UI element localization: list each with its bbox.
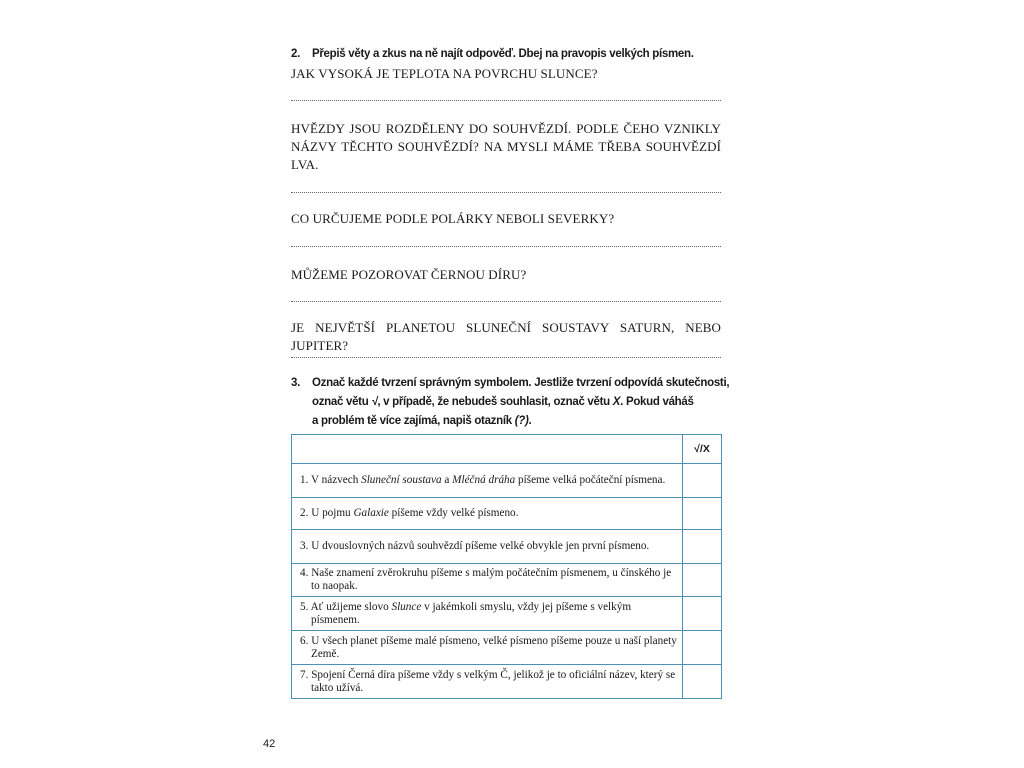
statement-text-part: 6. U všech planet píšeme malé písmeno, velké písmeno píšeme pouze u naší planety Země. xyxy=(300,634,677,660)
answer-mark-cell[interactable] xyxy=(683,530,722,564)
table-row xyxy=(292,464,722,498)
mark-header-cell xyxy=(683,435,722,464)
statement-text-part: 4. Naše znamení zvěrokruhu píšeme s malým počátečním písmenem, u čínského je to naopak. xyxy=(300,567,672,592)
answer-mark-cell[interactable] xyxy=(683,631,722,665)
task3-heading-line-2 xyxy=(312,396,694,408)
statement-text xyxy=(300,474,682,487)
statement-text-part: a xyxy=(441,474,453,486)
question-4: MŮŽEME POZOROVAT ČERNOU DÍRU? xyxy=(291,267,527,282)
statement-text-part: 7. Spojení Černá díra píšeme vždy s velkým Č, jelikož je to oficiální název, který se takto užívá. xyxy=(300,668,676,694)
task3-number: 3. xyxy=(291,377,300,389)
statement-text-part: píšeme velká počáteční písmena. xyxy=(515,474,666,486)
task3-instruction-2a: označ větu xyxy=(312,396,372,408)
table-header-row xyxy=(292,435,722,464)
answer-line-1[interactable] xyxy=(291,100,721,101)
answer-line-4[interactable] xyxy=(291,301,721,302)
statement-text-part: 1. V názvech xyxy=(300,474,362,486)
question-symbol: (?) xyxy=(514,415,529,427)
check-symbol: √ xyxy=(371,396,378,408)
table-row xyxy=(292,498,722,530)
statement-text-part: 3. U dvouslovných názvů souhvězdí píšeme velké obvykle jen první písmeno. xyxy=(300,540,650,552)
answer-mark-cell[interactable] xyxy=(683,564,722,597)
statement-italic-term: Sluneční soustava xyxy=(361,474,442,486)
statement-text xyxy=(300,635,682,661)
statement-italic-term: Slunce xyxy=(391,600,422,613)
answer-mark-cell[interactable] xyxy=(683,498,722,530)
answer-mark-cell[interactable] xyxy=(683,665,722,699)
statements-table xyxy=(291,434,722,699)
statement-cell xyxy=(292,631,683,665)
statement-italic-term: Galaxie xyxy=(353,507,389,519)
statement-text-part: 2. U pojmu xyxy=(300,507,354,519)
task3-heading-line-3 xyxy=(312,415,531,427)
statement-text xyxy=(300,669,682,695)
statement-text xyxy=(300,567,682,593)
statement-text-part: v jakémkoli smyslu, vždy jej píšeme s velkým písmenem. xyxy=(311,600,632,626)
mark-column-header: √/X xyxy=(694,442,710,455)
task3-heading-line-1 xyxy=(291,377,729,389)
table-row xyxy=(292,564,722,597)
answer-mark-cell[interactable] xyxy=(683,597,722,631)
statement-cell xyxy=(292,597,683,631)
statement-text xyxy=(300,507,682,520)
statement-text xyxy=(300,540,682,553)
statement-cell xyxy=(292,665,683,699)
table-row xyxy=(292,631,722,665)
answer-line-2[interactable] xyxy=(291,192,721,193)
task2-instruction: Přepiš věty a zkus na ně najít odpověď. Dbej na pravopis velkých písmen. xyxy=(312,48,694,60)
statement-cell xyxy=(292,530,683,564)
task3-instruction-2b: , v případě, že nebudeš souhlasit, označ větu xyxy=(377,396,613,408)
statement-header-cell xyxy=(292,435,683,464)
statement-cell xyxy=(292,564,683,597)
task2-number: 2. xyxy=(291,48,300,60)
task3-instruction-3b: . xyxy=(528,415,532,427)
question-5: JE NEJVĚTŠÍ PLANETOU SLUNEČNÍ SOUSTAVY SATURN, NEBO JUPITER? xyxy=(291,320,721,353)
table-row xyxy=(292,530,722,564)
statement-italic-term: Mléčná dráha xyxy=(452,474,516,486)
answer-line-5[interactable] xyxy=(291,357,721,358)
question-3: CO URČUJEME PODLE POLÁRKY NEBOLI SEVERKY? xyxy=(291,211,615,226)
x-symbol: X xyxy=(612,396,621,408)
statement-text-part: 5. Ať užijeme slovo xyxy=(300,600,392,613)
task2-heading xyxy=(291,48,694,60)
statement-cell xyxy=(292,498,683,530)
task3-instruction-2c: . Pokud váháš xyxy=(620,396,694,408)
question-1: JAK VYSOKÁ JE TEPLOTA NA POVRCHU SLUNCE? xyxy=(291,66,598,81)
task3-instruction-1: Označ každé tvrzení správným symbolem. Jestliže tvrzení odpovídá skutečnosti, xyxy=(312,377,730,389)
task3-instruction-3a: a problém tě více zajímá, napiš otazník xyxy=(312,415,515,427)
table-row xyxy=(292,665,722,699)
page-number: 42 xyxy=(263,738,276,750)
statement-text xyxy=(300,601,682,627)
statement-cell xyxy=(292,464,683,498)
table-row xyxy=(292,597,722,631)
answer-mark-cell[interactable] xyxy=(683,464,722,498)
answer-line-3[interactable] xyxy=(291,246,721,247)
question-2: HVĚZDY JSOU ROZDĚLENY DO SOUHVĚZDÍ. PODLE ČEHO VZNIKLY NÁZVY TĚCHTO SOUHVĚZDÍ? NA MYSLI MÁME TŘEBA SOUHVĚZDÍ LVA. xyxy=(291,121,721,172)
statement-text-part: píšeme vždy velké písmeno. xyxy=(388,507,519,519)
